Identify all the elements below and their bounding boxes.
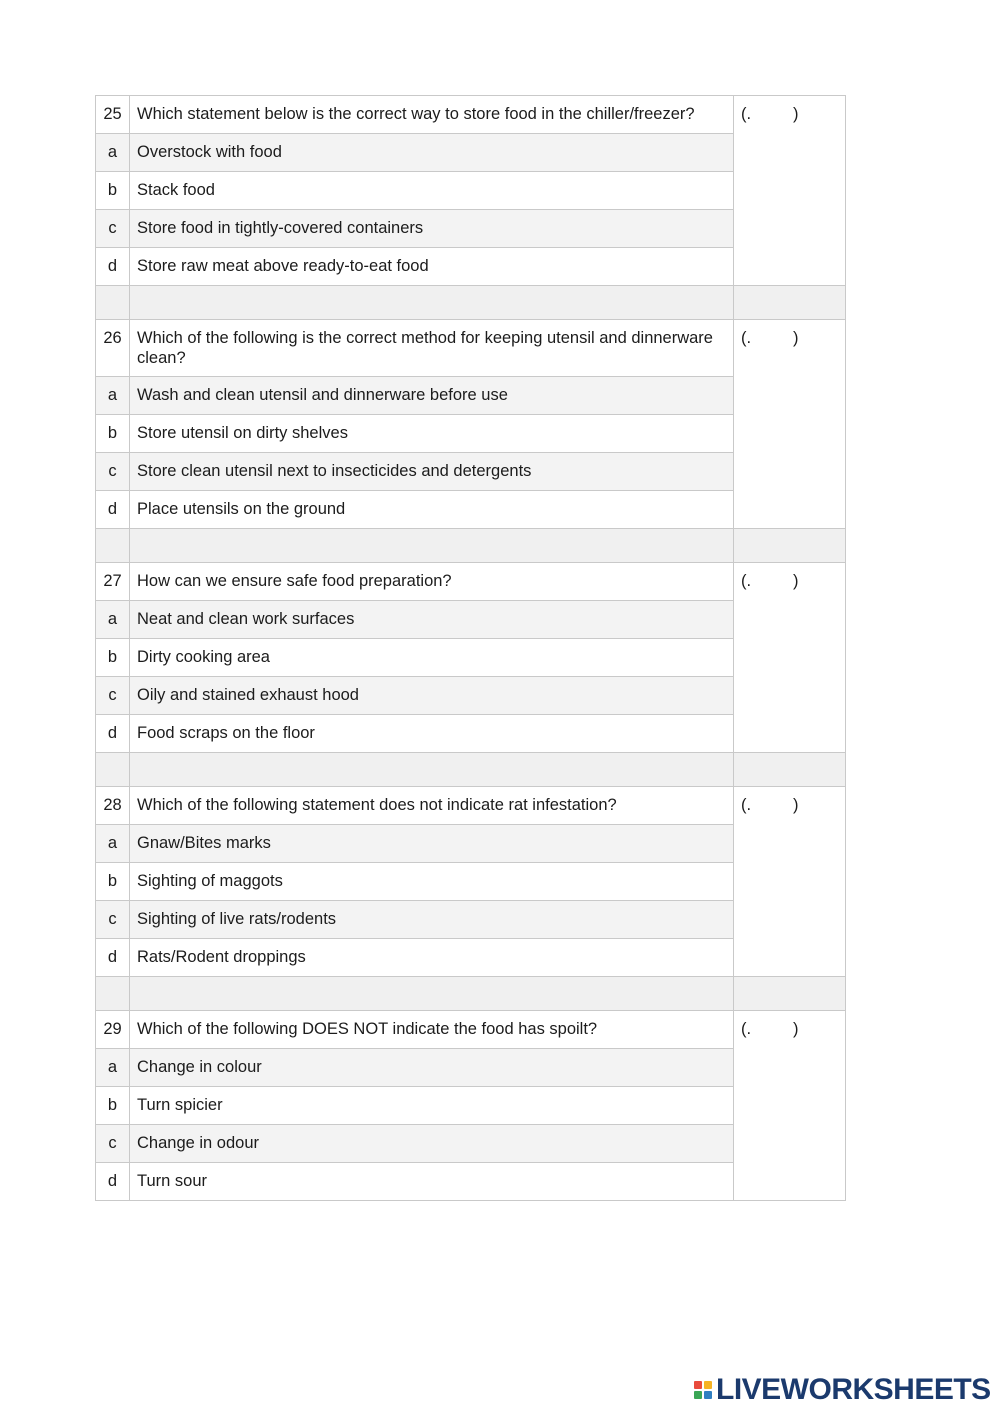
option-text: Stack food: [130, 172, 734, 210]
option-row: [96, 248, 846, 286]
option-text: Store clean utensil next to insecticides and detergents: [130, 453, 734, 491]
option-letter: a: [96, 1049, 130, 1087]
option-row: [96, 210, 846, 248]
option-letter: c: [96, 1125, 130, 1163]
question-row: [96, 1011, 846, 1049]
logo-square-icon: [694, 1381, 702, 1389]
answer-paren-close: ): [793, 1020, 799, 1038]
quiz-table: [95, 95, 846, 1201]
question-row: [96, 96, 846, 134]
logo-text: LIVEWORKSHEETS: [716, 1373, 991, 1406]
answer-paren-close: ): [793, 329, 799, 347]
spacer-row: [96, 977, 846, 1011]
logo-square-icon: [704, 1381, 712, 1389]
option-row: [96, 134, 846, 172]
option-text: Food scraps on the floor: [130, 715, 734, 753]
answer-paren-open: (.: [741, 1020, 752, 1038]
option-text: Dirty cooking area: [130, 639, 734, 677]
option-row: [96, 715, 846, 753]
question-number: 28: [96, 787, 130, 825]
option-letter: d: [96, 1163, 130, 1201]
option-letter: d: [96, 491, 130, 529]
option-row: [96, 901, 846, 939]
option-text: Overstock with food: [130, 134, 734, 172]
spacer-cell: [96, 286, 130, 320]
liveworksheets-logo: [694, 1374, 991, 1406]
option-row: [96, 677, 846, 715]
option-letter: d: [96, 939, 130, 977]
option-letter: c: [96, 901, 130, 939]
spacer-cell: [96, 753, 130, 787]
option-letter: d: [96, 248, 130, 286]
question-text: How can we ensure safe food preparation?: [130, 563, 734, 601]
option-text: Store food in tightly-covered containers: [130, 210, 734, 248]
option-text: Wash and clean utensil and dinnerware before use: [130, 377, 734, 415]
answer-box[interactable]: [734, 563, 846, 753]
option-text: Turn sour: [130, 1163, 734, 1201]
answer-paren-close: ): [793, 572, 799, 590]
option-row: [96, 415, 846, 453]
answer-paren-open: (.: [741, 572, 752, 590]
spacer-cell: [734, 529, 846, 563]
option-text: Gnaw/Bites marks: [130, 825, 734, 863]
answer-paren-close: ): [793, 105, 799, 123]
option-text: Change in colour: [130, 1049, 734, 1087]
option-letter: c: [96, 677, 130, 715]
option-row: [96, 1087, 846, 1125]
question-text: Which statement below is the correct way to store food in the chiller/freezer?: [130, 96, 734, 134]
option-text: Store utensil on dirty shelves: [130, 415, 734, 453]
spacer-cell: [734, 286, 846, 320]
option-letter: c: [96, 453, 130, 491]
logo-square-icon: [694, 1391, 702, 1399]
spacer-row: [96, 753, 846, 787]
answer-paren-close: ): [793, 796, 799, 814]
option-text: Rats/Rodent droppings: [130, 939, 734, 977]
option-text: Turn spicier: [130, 1087, 734, 1125]
question-number: 29: [96, 1011, 130, 1049]
answer-box[interactable]: [734, 320, 846, 529]
option-text: Neat and clean work surfaces: [130, 601, 734, 639]
option-letter: a: [96, 134, 130, 172]
option-text: Place utensils on the ground: [130, 491, 734, 529]
option-letter: a: [96, 601, 130, 639]
option-letter: b: [96, 172, 130, 210]
option-letter: d: [96, 715, 130, 753]
option-text: Store raw meat above ready-to-eat food: [130, 248, 734, 286]
option-row: [96, 639, 846, 677]
spacer-cell: [130, 977, 734, 1011]
answer-paren-open: (.: [741, 796, 752, 814]
option-letter: b: [96, 639, 130, 677]
question-number: 27: [96, 563, 130, 601]
question-text: Which of the following DOES NOT indicate the food has spoilt?: [130, 1011, 734, 1049]
question-row: [96, 787, 846, 825]
answer-box[interactable]: [734, 787, 846, 977]
option-row: [96, 453, 846, 491]
option-letter: b: [96, 863, 130, 901]
option-row: [96, 601, 846, 639]
option-text: Oily and stained exhaust hood: [130, 677, 734, 715]
spacer-cell: [734, 977, 846, 1011]
spacer-cell: [96, 977, 130, 1011]
option-row: [96, 1163, 846, 1201]
logo-square-icon: [704, 1391, 712, 1399]
question-number: 25: [96, 96, 130, 134]
option-text: Sighting of maggots: [130, 863, 734, 901]
spacer-cell: [96, 529, 130, 563]
spacer-cell: [130, 753, 734, 787]
option-row: [96, 1049, 846, 1087]
option-text: Change in odour: [130, 1125, 734, 1163]
spacer-cell: [130, 286, 734, 320]
spacer-cell: [734, 753, 846, 787]
answer-box[interactable]: [734, 96, 846, 286]
logo-mark-icon: [694, 1381, 712, 1399]
answer-paren-open: (.: [741, 105, 752, 123]
option-row: [96, 491, 846, 529]
option-row: [96, 377, 846, 415]
option-letter: b: [96, 415, 130, 453]
question-row: [96, 563, 846, 601]
spacer-row: [96, 286, 846, 320]
option-row: [96, 1125, 846, 1163]
spacer-cell: [130, 529, 734, 563]
question-text: Which of the following statement does not indicate rat infestation?: [130, 787, 734, 825]
option-letter: c: [96, 210, 130, 248]
spacer-row: [96, 529, 846, 563]
question-number: 26: [96, 320, 130, 377]
option-letter: a: [96, 825, 130, 863]
option-row: [96, 172, 846, 210]
option-letter: a: [96, 377, 130, 415]
answer-paren-open: (.: [741, 329, 752, 347]
option-row: [96, 939, 846, 977]
answer-box[interactable]: [734, 1011, 846, 1201]
option-row: [96, 825, 846, 863]
option-text: Sighting of live rats/rodents: [130, 901, 734, 939]
question-text: Which of the following is the correct method for keeping utensil and dinnerware clean?: [130, 320, 734, 377]
option-row: [96, 863, 846, 901]
option-letter: b: [96, 1087, 130, 1125]
question-row: [96, 320, 846, 377]
